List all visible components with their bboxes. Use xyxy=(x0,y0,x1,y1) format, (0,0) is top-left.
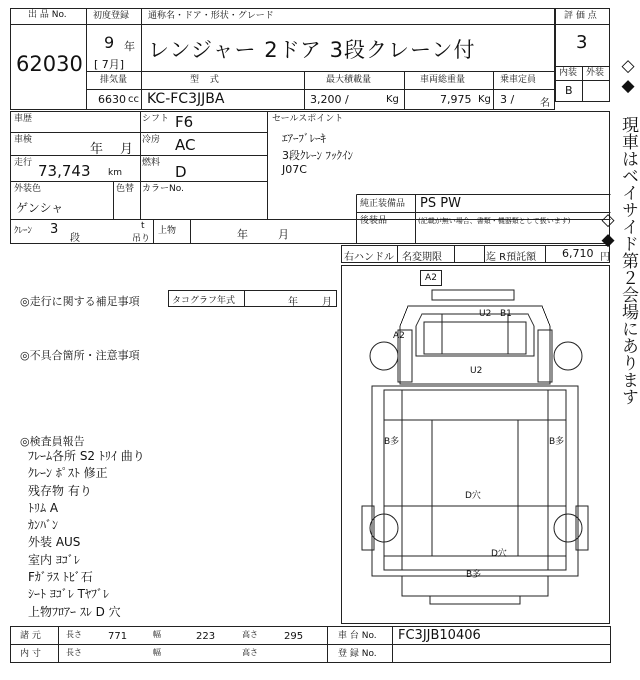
model-name-label: 通称名・ドア・形状・グレード xyxy=(148,11,274,21)
lot-no-label: 出 品 No. xyxy=(28,10,67,20)
shift-value: F6 xyxy=(175,113,194,131)
gross-weight: 7,975 xyxy=(440,93,472,106)
crane-label: ｸﾚｰﾝ xyxy=(14,226,33,236)
tacho-month: 月 xyxy=(322,297,332,308)
interior-grade: B xyxy=(565,84,573,97)
gross-weight-label: 車両総重量 xyxy=(420,75,466,85)
sales-point-line-2: 3段ｸﾚｰﾝ ﾌｯｸｲﾝ xyxy=(282,149,353,162)
height-label: 高さ xyxy=(242,630,258,639)
shift-label: シフト xyxy=(142,114,170,124)
mark-a2-left: A2 xyxy=(393,331,405,341)
max-load-label: 最大積載量 xyxy=(326,75,372,85)
name-change-label: 名変期限 xyxy=(402,252,442,263)
displacement-unit: cc xyxy=(128,94,139,105)
dims-label: 諸 元 xyxy=(20,631,41,641)
inspector-line: 上物ﾌﾛｱｰ ｽﾚ D 穴 xyxy=(28,604,121,619)
mileage-label: 走行 xyxy=(14,158,33,168)
mark-d-hole-2: D穴 xyxy=(491,549,507,559)
year-unit: 年 xyxy=(124,40,135,53)
score-label: 評 価 点 xyxy=(564,11,597,21)
inspection-label: 車検 xyxy=(14,135,33,145)
crane-t-unit: t xyxy=(141,221,145,231)
displacement-label: 排気量 xyxy=(100,75,128,85)
crane-hanging: 吊り xyxy=(132,234,151,244)
defect-label: ◎不具合箇所・注意事項 xyxy=(20,349,140,362)
running-remarks-label: ◎走行に関する補足事項 xyxy=(20,295,140,308)
genuine-equipment-label: 純正装備品 xyxy=(360,199,406,209)
ac-value: AC xyxy=(175,136,196,154)
first-reg-label: 初度登録 xyxy=(93,11,130,21)
lot-no: 62030 xyxy=(16,52,83,76)
inspection-month: 月 xyxy=(120,142,134,157)
inspector-line: 残存物 有り xyxy=(28,483,92,498)
inspector-line: 室内 ﾖｺﾞﾚ xyxy=(28,552,80,567)
recycle-unit: 円 xyxy=(600,252,610,263)
gross-weight-unit: Kg xyxy=(478,94,491,105)
chassis-label: 車 台 No. xyxy=(338,631,377,641)
inspector-line: ﾌﾚｰﾑ各所 S2 ﾄﾘｲ 曲り xyxy=(28,449,145,463)
inspector-line: Fｶﾞﾗｽ ﾄﾋﾞ石 xyxy=(28,570,93,585)
inspector-line: ｼｰﾄ ﾖｺﾞﾚ Tﾔﾌﾞﾚ xyxy=(28,587,109,602)
inspection-year: 年 xyxy=(90,142,104,157)
tacho-label: タコグラフ年式 xyxy=(172,296,236,306)
mark-b-left: B多 xyxy=(384,437,400,447)
crane-stages: 3 xyxy=(50,222,59,237)
aftermarket-label: 後装品 xyxy=(360,216,388,226)
aftermarket-note: (記載が無い場合、書類・機器類として扱います) xyxy=(418,217,571,225)
interior-width-label: 幅 xyxy=(153,648,161,657)
side-banner: ◇◆ 現車はベイサイド第２会場にあります ◇◆ xyxy=(598,55,638,405)
handle-side: 右ハンドル xyxy=(344,252,394,263)
lift-month: 月 xyxy=(278,228,289,241)
sales-point-line-1: ｴｱｰﾌﾞﾚｰｷ xyxy=(282,132,326,145)
chassis-no: FC3JJB10406 xyxy=(398,628,481,643)
inspector-label: ◎検査員報告 xyxy=(20,435,85,448)
model-code: KC-FC3JJBA xyxy=(147,91,225,107)
mileage: 73,743 xyxy=(38,162,91,180)
inspector-line: ｸﾚｰﾝ ﾎﾟｽﾄ 修正 xyxy=(28,466,108,481)
ac-label: 冷房 xyxy=(142,135,161,145)
mark-b-right: B多 xyxy=(549,437,565,447)
sales-point-line-3: J07C xyxy=(282,163,307,176)
model-label: 型 式 xyxy=(190,75,223,85)
width-value: 223 xyxy=(196,631,216,642)
inspector-line: ｶﾝﾊﾞﾝ xyxy=(28,518,59,533)
tacho-year: 年 xyxy=(288,297,298,308)
max-load-unit: Kg xyxy=(386,94,399,105)
interior-length-label: 長さ xyxy=(66,648,82,657)
capacity: 3 / xyxy=(500,93,515,106)
inspector-line: 外装 AUS xyxy=(28,535,81,550)
recycle-amount: 6,710 xyxy=(562,247,594,260)
mark-u2-body: U2 xyxy=(470,366,483,376)
fuel-value: D xyxy=(175,163,187,181)
max-load: 3,200 / xyxy=(310,93,349,106)
first-reg-month: [ 7月] xyxy=(94,58,125,71)
ext-color: ゲンシャ xyxy=(16,201,64,215)
mark-b1: B1 xyxy=(500,309,512,319)
displacement: 6630 xyxy=(98,93,126,106)
width-label: 幅 xyxy=(153,630,161,639)
registration-label: 登 録 No. xyxy=(338,649,377,659)
capacity-label: 乗車定員 xyxy=(500,75,537,85)
interior-label: 内装 xyxy=(559,68,578,78)
recycle-label: 迄 R預託額 xyxy=(486,252,537,263)
history-label: 車歴 xyxy=(14,114,33,124)
color-no-label: カラーNo. xyxy=(142,184,184,194)
color-change-label: 色替 xyxy=(116,184,135,194)
mark-d-hole: D穴 xyxy=(465,491,481,501)
mileage-unit: km xyxy=(108,168,122,178)
length-label: 長さ xyxy=(66,630,82,639)
mark-u2-cab: U2 xyxy=(479,309,492,319)
inspector-line: ﾄﾘﾑ A xyxy=(28,500,59,515)
mark-b-bottom: B多 xyxy=(466,570,482,580)
exterior-label: 外装 xyxy=(586,68,605,78)
first-reg-year: 9 xyxy=(104,33,115,52)
fuel-label: 燃料 xyxy=(142,158,161,168)
vehicle-name: レンジャー 2ドア 3段クレーン付 xyxy=(148,38,476,62)
sales-point-label: セールスポイント xyxy=(272,114,344,124)
capacity-unit: 名 xyxy=(540,98,550,109)
lift-label: 上物 xyxy=(158,226,177,236)
inspector-report xyxy=(28,448,145,621)
lift-year: 年 xyxy=(237,228,248,241)
interior-height-label: 高さ xyxy=(242,648,258,657)
length-value: 771 xyxy=(108,631,128,642)
crane-stage-unit: 段 xyxy=(70,233,80,244)
score: 3 xyxy=(576,32,588,53)
genuine-equipment: PS PW xyxy=(420,196,461,211)
interior-dims-label: 内 寸 xyxy=(20,649,41,659)
height-value: 295 xyxy=(284,631,304,642)
mark-a2-top: A2 xyxy=(420,270,442,286)
ext-color-label: 外装色 xyxy=(14,184,42,194)
